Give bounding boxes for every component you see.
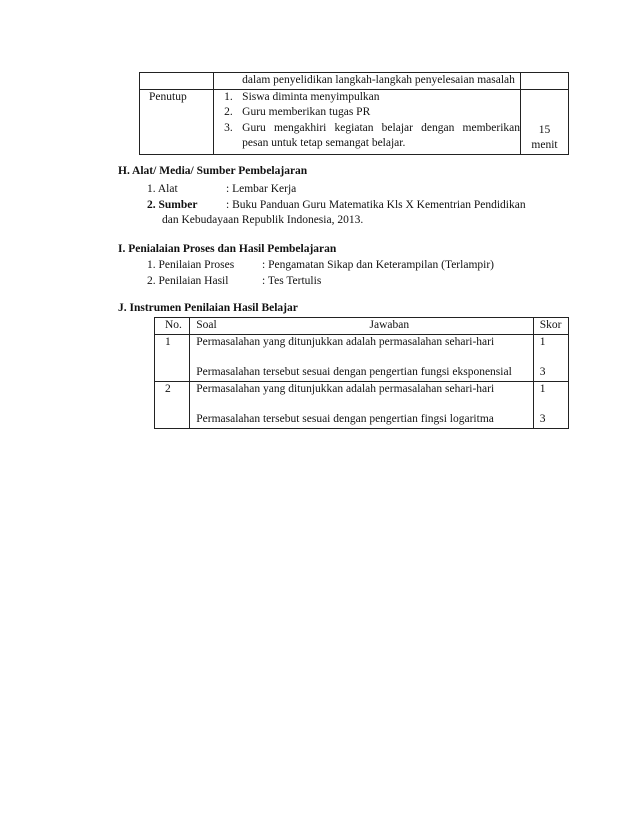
item-text-line: pesan untuk tetap semangat belajar. [242,137,406,149]
table-row [155,334,569,381]
item-text [242,121,520,152]
section-i-item-value: : Tes Tertulis [262,275,322,287]
closing-label-cell [140,89,214,154]
table-row [140,89,569,154]
section-i-item-value: : Pengamatan Sikap dan Keterampilan (Terlampir) [262,259,494,271]
duration-value: 15 [538,123,551,136]
item-number: 3. [224,121,233,134]
item-text: Siswa diminta menyimpulkan [242,90,380,103]
activity-table [139,72,569,155]
section-h-item-value: : Lembar Kerja [226,183,297,195]
score-value: 3 [539,366,546,378]
section-i-item-label: 2. Penilaian Hasil [147,275,229,287]
duration-unit: menit [531,139,558,151]
list-item [224,121,520,152]
section-i-title: I. Penialaian Proses dan Hasil Pembelajaran [118,243,337,255]
row-score [533,381,568,428]
table-row [155,381,569,428]
table-header-row [155,318,569,335]
header-skor: Skor [533,318,568,335]
answer-line: Permasalahan tersebut sesuai dengan pengertian fungsi eksponensial [196,366,512,378]
table-row [140,73,569,90]
table-cell [140,73,214,90]
section-h-item-label: 2. Sumber [147,199,198,211]
score-value: 3 [539,413,546,425]
section-h-title: H. Alat/ Media/ Sumber Pembelajaran [118,165,308,177]
row-score [533,334,568,381]
section-h-item-label: 1. Alat [147,183,178,195]
score-value: 1 [539,382,546,395]
item-number: 1. [224,90,233,103]
item-text: Guru memberikan tugas PR [242,106,371,118]
item-text-line: Guru mengakhiri kegiatan belajar dengan memberikan [242,121,520,134]
section-h-item-value-cont: dan Kebudayaan Republik Indonesia, 2013. [162,214,364,226]
row-no: 2 [155,381,190,428]
table-cell [214,73,521,90]
table-cell [521,73,569,90]
header-soal: Soal [190,318,364,335]
item-number: 2. [224,106,233,118]
score-value: 1 [539,335,546,348]
header-no: No. [155,318,190,335]
answer-line: Permasalahan tersebut sesuai dengan pengertian fingsi logaritma [196,413,494,425]
section-i-item-label: 1. Penilaian Proses [147,259,235,271]
section-j-title: J. Instrumen Penilaian Hasil Belajar [118,302,298,314]
duration-cell [521,89,569,154]
row-answer [190,334,533,381]
list-item [224,105,520,121]
instrument-table [154,317,569,429]
answer-line: Permasalahan yang ditunjukkan adalah permasalahan sehari-hari [196,335,495,348]
header-jawaban: Jawaban [364,318,534,335]
answer-line: Permasalahan yang ditunjukkan adalah permasalahan sehari-hari [196,382,495,395]
closing-steps-cell [214,89,521,154]
top-row-text: dalam penyelidikan langkah-langkah penyelesaian masalah [242,74,515,86]
row-no: 1 [155,334,190,381]
row-answer [190,381,533,428]
section-h-item-value: : Buku Panduan Guru Matematika Kls X Kementrian Pendidikan [226,199,526,211]
list-item [224,90,520,106]
closing-label: Penutup [149,90,187,103]
closing-steps-list [214,90,520,152]
